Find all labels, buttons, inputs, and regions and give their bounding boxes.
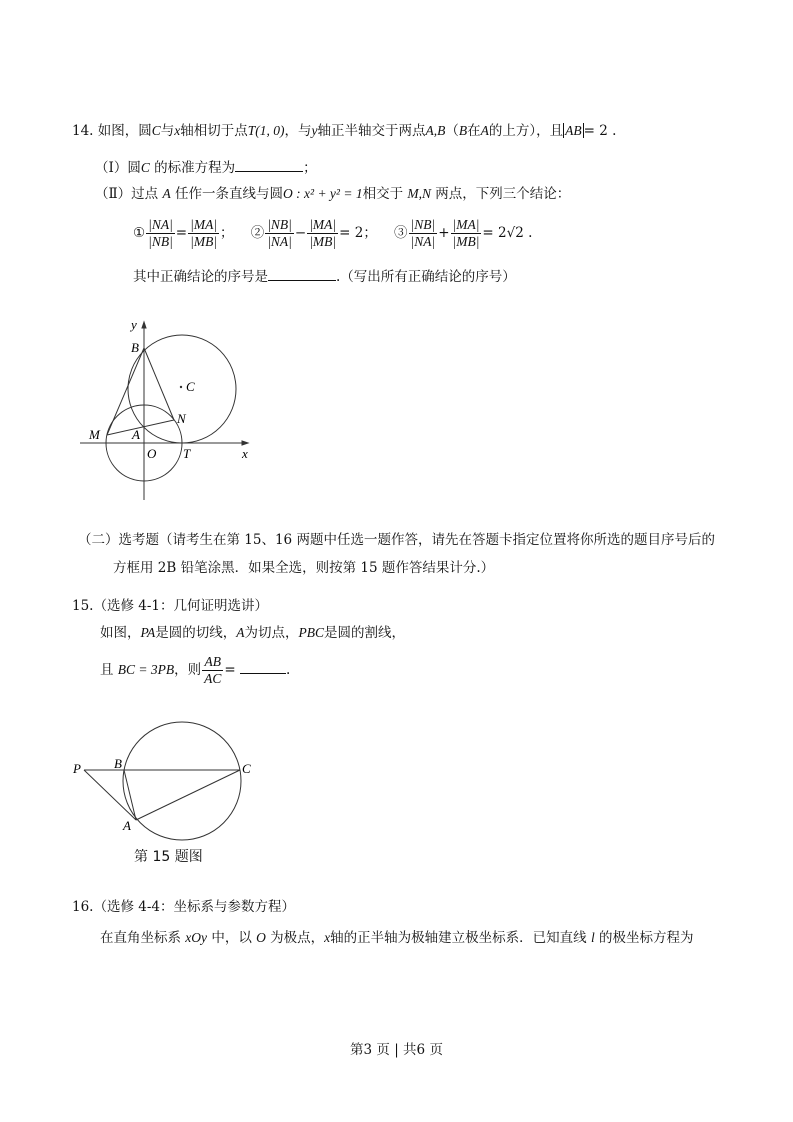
circle-C — [128, 335, 236, 443]
q16-line1: 在直角坐标系 xOy 中，以 O 为极点，x轴的正半轴为极轴建立极坐标系．已知直线 l 的极坐标方程为 — [100, 930, 694, 946]
answer-blank — [240, 659, 286, 674]
label-T: T — [183, 446, 191, 461]
q16-heading: 16.（选修 4-4：坐标系与参数方程） — [72, 899, 296, 915]
segment-BM — [107, 348, 144, 435]
tangent-PA — [84, 770, 136, 820]
x-axis-arrow-icon — [242, 441, 248, 445]
label-A: A — [123, 818, 131, 833]
label-N: N — [177, 411, 186, 426]
segment-AC — [136, 770, 240, 820]
label-C: C — [186, 379, 195, 394]
q14-part2: （Ⅱ）过点 A 任作一条直线与圆O : x² + y² = 1相交于 M,N 两点，下列三个结论： — [95, 186, 571, 202]
q15-line2: 且 BC = 3PB，则 $\frac{AB}{AC}$ = . — [100, 654, 291, 686]
label-A: A — [132, 427, 140, 442]
segment-MN — [107, 420, 174, 435]
label-O: O — [147, 446, 157, 461]
q15-heading: 15.（选修 4-1：几何证明选讲） — [72, 598, 269, 614]
label-x: x — [242, 446, 248, 461]
q14-conclusions: ① $\frac{|NA|}{|NB|}$ = $\frac{|MA|}{|MB|}$ ； ② $\frac{|NB|}{|NA|}$ − $\frac{|MA|}{|MB|}$ = 2； ③ $\frac{|NB|}{|NA|}$ + $\frac{|MA|}{|MB|}$ = 2√2 . — [133, 217, 533, 249]
label-C: C — [242, 761, 251, 776]
circle-q15 — [123, 722, 241, 840]
section2-line2: 方框用 2B 铅笔涂黑．如果全选，则按第 15 题作答结果计分.） — [113, 560, 495, 576]
section2-line1: （二）选考题（请考生在第 15、16 两题中任选一题作答，请先在答题卡指定位置将你所选的题目序号后的 — [78, 532, 715, 548]
q14-part1: （Ⅰ）圆C 的标准方程为 ； — [95, 157, 317, 177]
segment-AB — [124, 770, 136, 820]
answer-blank — [235, 157, 303, 172]
label-B: B — [131, 340, 139, 355]
point-C — [180, 386, 182, 388]
page-footer: 第3 页 | 共6 页 — [350, 1042, 443, 1058]
segment-BN — [144, 348, 174, 420]
y-axis-arrow-icon — [142, 322, 146, 328]
label-P: P — [73, 761, 81, 776]
circle-O — [106, 405, 182, 481]
q15-line1: 如图，PA是圆的切线，A为切点，PBC是圆的割线， — [100, 625, 406, 641]
label-y: y — [131, 317, 137, 332]
label-B: B — [114, 756, 122, 771]
answer-blank — [268, 266, 336, 281]
figure-caption: 第 15 题图 — [134, 849, 203, 865]
label-M: M — [89, 427, 100, 442]
q14-answer-line: 其中正确结论的序号是 .（写出所有正确结论的序号） — [133, 266, 516, 286]
q14-stem: 14. 如图，圆C与x轴相切于点T(1, 0)，与y轴正半轴交于两点A,B（B在A的上方），且 AB = 2 . — [72, 123, 617, 139]
